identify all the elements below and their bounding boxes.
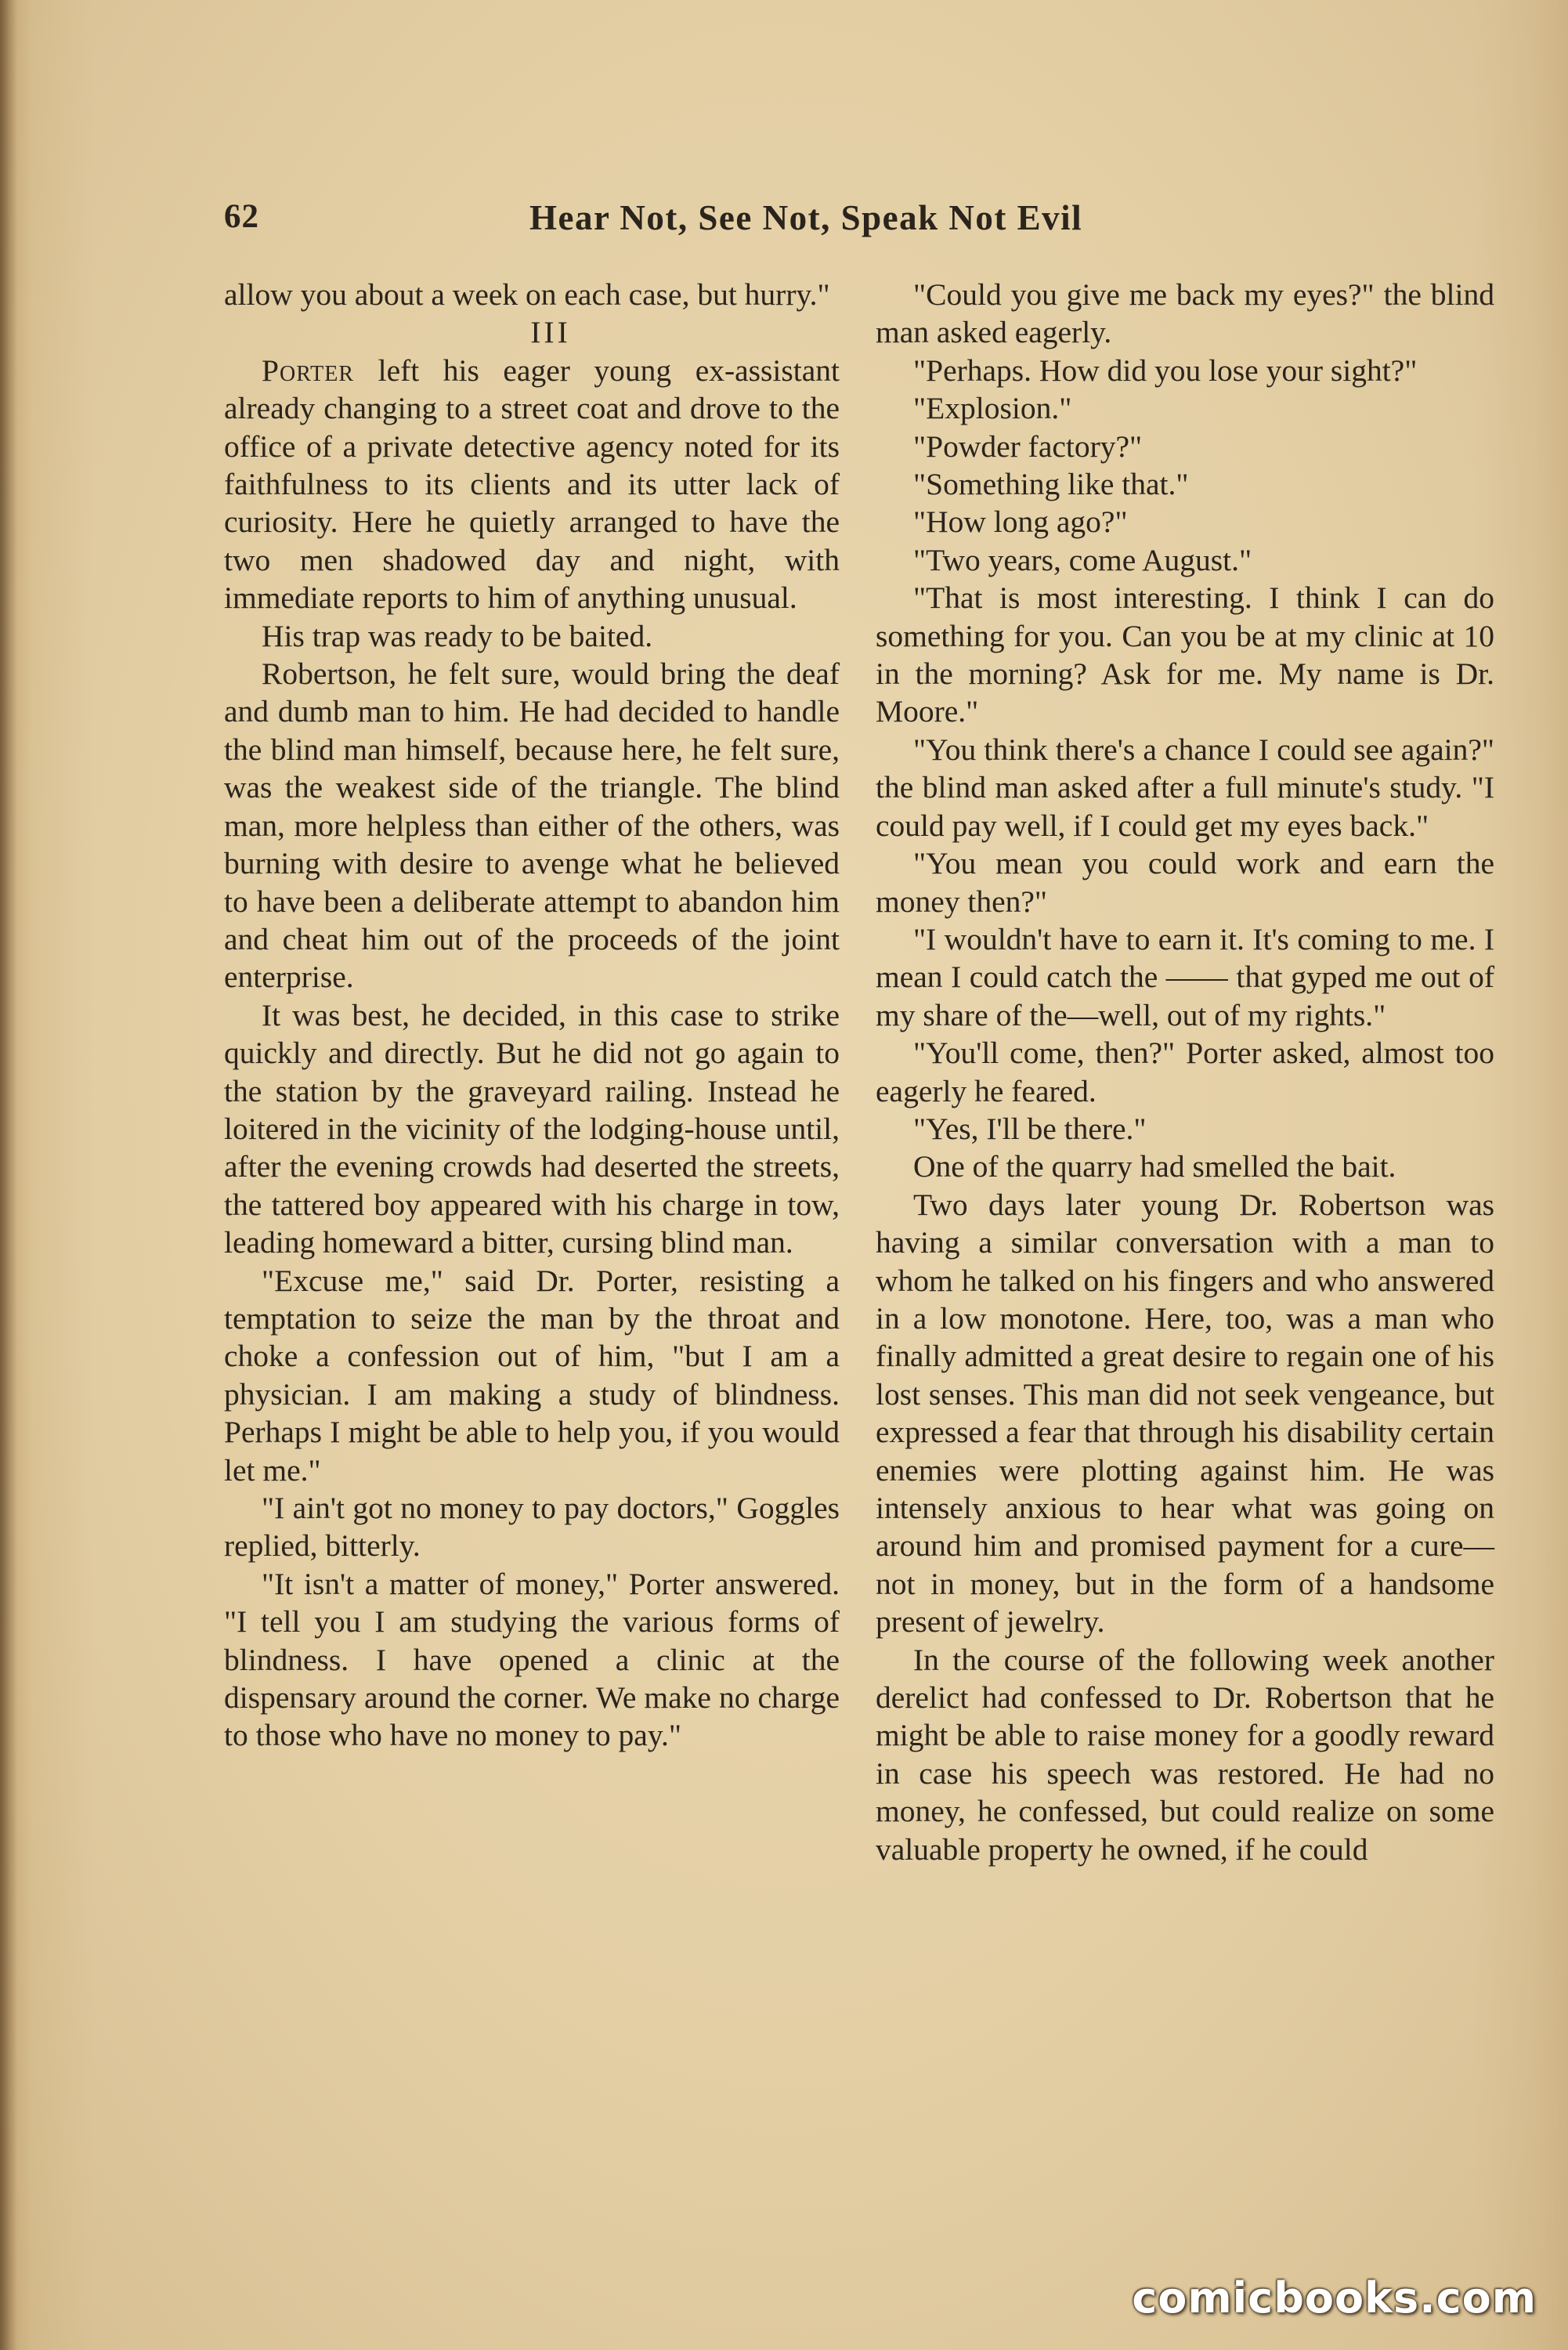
paragraph: "How long ago?" [913,504,1128,540]
paragraph [224,352,840,617]
paragraph: "You think there's a chance I could see again?" the blind man asked after a full minute's study. "I could pay well, if I could get my eyes back." [876,732,1494,843]
paragraph: "That is most interesting. I think I can do something for you. Can you be at my clinic at 10 in the morning? Ask for me. My name is Dr. Moore." [876,580,1494,729]
page-header [224,197,1391,244]
name-smallcaps: Porter [262,352,355,388]
paragraph: One of the quarry had smelled the bait. [913,1149,1396,1184]
paragraph: In the course of the following week another derelict had confessed to Dr. Robertson that he might be able to raise money for a goodly reward in case his speech was restored. He had no money, he confessed, but could realize on some valuable property he owned, if he could [876,1642,1494,1867]
paragraph: Two days later young Dr. Robertson was having a similar conversation with a man to whom he talked on his fingers and who answered in a low monotone. Here, too, was a man who finally admitted a great desire to regain one of his lost senses. This man did not seek vengeance, but expressed a fear that through his disability certain enemies were plotting against him. He was intensely anxious to hear what was going on around him and promised payment for a cure—not in money, but in the form of a handsome present of jewelry. [876,1187,1494,1640]
right-column [876,276,1494,2156]
paragraph: "Explosion." [913,391,1072,426]
running-title: Hear Not, See Not, Speak Not Evil [529,198,1083,237]
paragraph: "Powder factory?" [913,428,1143,464]
paragraph: "Yes, I'll be there." [913,1111,1147,1146]
paragraph: "You'll come, then?" Porter asked, almost too eagerly he feared. [876,1036,1494,1108]
paragraph: "I wouldn't have to earn it. It's coming to me. I mean I could catch the —— that gyped me out of my share of the—well, out of my rights." [876,921,1494,1032]
paragraph: "Could you give me back my eyes?" the blind man asked eagerly. [876,277,1494,350]
paragraph: "Two years, come August." [913,542,1252,577]
left-column [224,276,840,2156]
paragraph-text: left his eager young ex-assistant already changing to a street coat and drove to the office of a private detective agency noted for its faithfulness to its clients and its utter lack of curiosity. Here he quietly arranged to have the two men shadowed day and night, with immediate reports to him of anything unusual. [224,352,840,616]
paragraph: "Excuse me," said Dr. Porter, resisting a temptation to seize the man by the throat and choke a confession out of him, "but I am a physician. I am making a study of blindness. Perhaps I might be able to help you, if you would let me." [224,1263,840,1488]
paragraph: "Perhaps. How did you lose your sight?" [913,352,1418,388]
paragraph: His trap was ready to be baited. [262,618,653,653]
paragraph: "It isn't a matter of money," Porter answered. "I tell you I am studying the various forms of blindness. I have opened a clinic at the dispensary around the corner. We make no charge to those who have no money to pay." [224,1566,840,1753]
paragraph: allow you about a week on each case, but hurry." [224,277,830,312]
watermark-logo: comicbooks.com [1132,2273,1537,2323]
paragraph: "I ain't got no money to pay doctors," Goggles replied, bitterly. [224,1491,840,1564]
page-number: 62 [224,198,259,235]
paragraph: Robertson, he felt sure, would bring the deaf and dumb man to him. He had decided to handle the blind man himself, because here, he felt sure, was the weakest side of the triangle. The blind man, more helpless than either of the others, was burning with desire to avenge what he believed to have been a deliberate attempt to abandon him and cheat him out of the proceeds of the joint enterprise. [224,656,840,995]
paragraph: "Something like that." [913,467,1189,502]
paragraph: It was best, he decided, in this case to strike quickly and directly. But he did not go again to the station by the graveyard railing. Instead he loitered in the vicinity of the lodging-house until, after the evening crowds had deserted the streets, the tattered boy appeared with his charge in tow, leading homeward a bitter, cursing blind man. [224,997,840,1260]
paragraph: "You mean you could work and earn the money then?" [876,846,1494,919]
page-spine-shadow [0,0,17,2350]
section-heading: III [530,315,571,350]
